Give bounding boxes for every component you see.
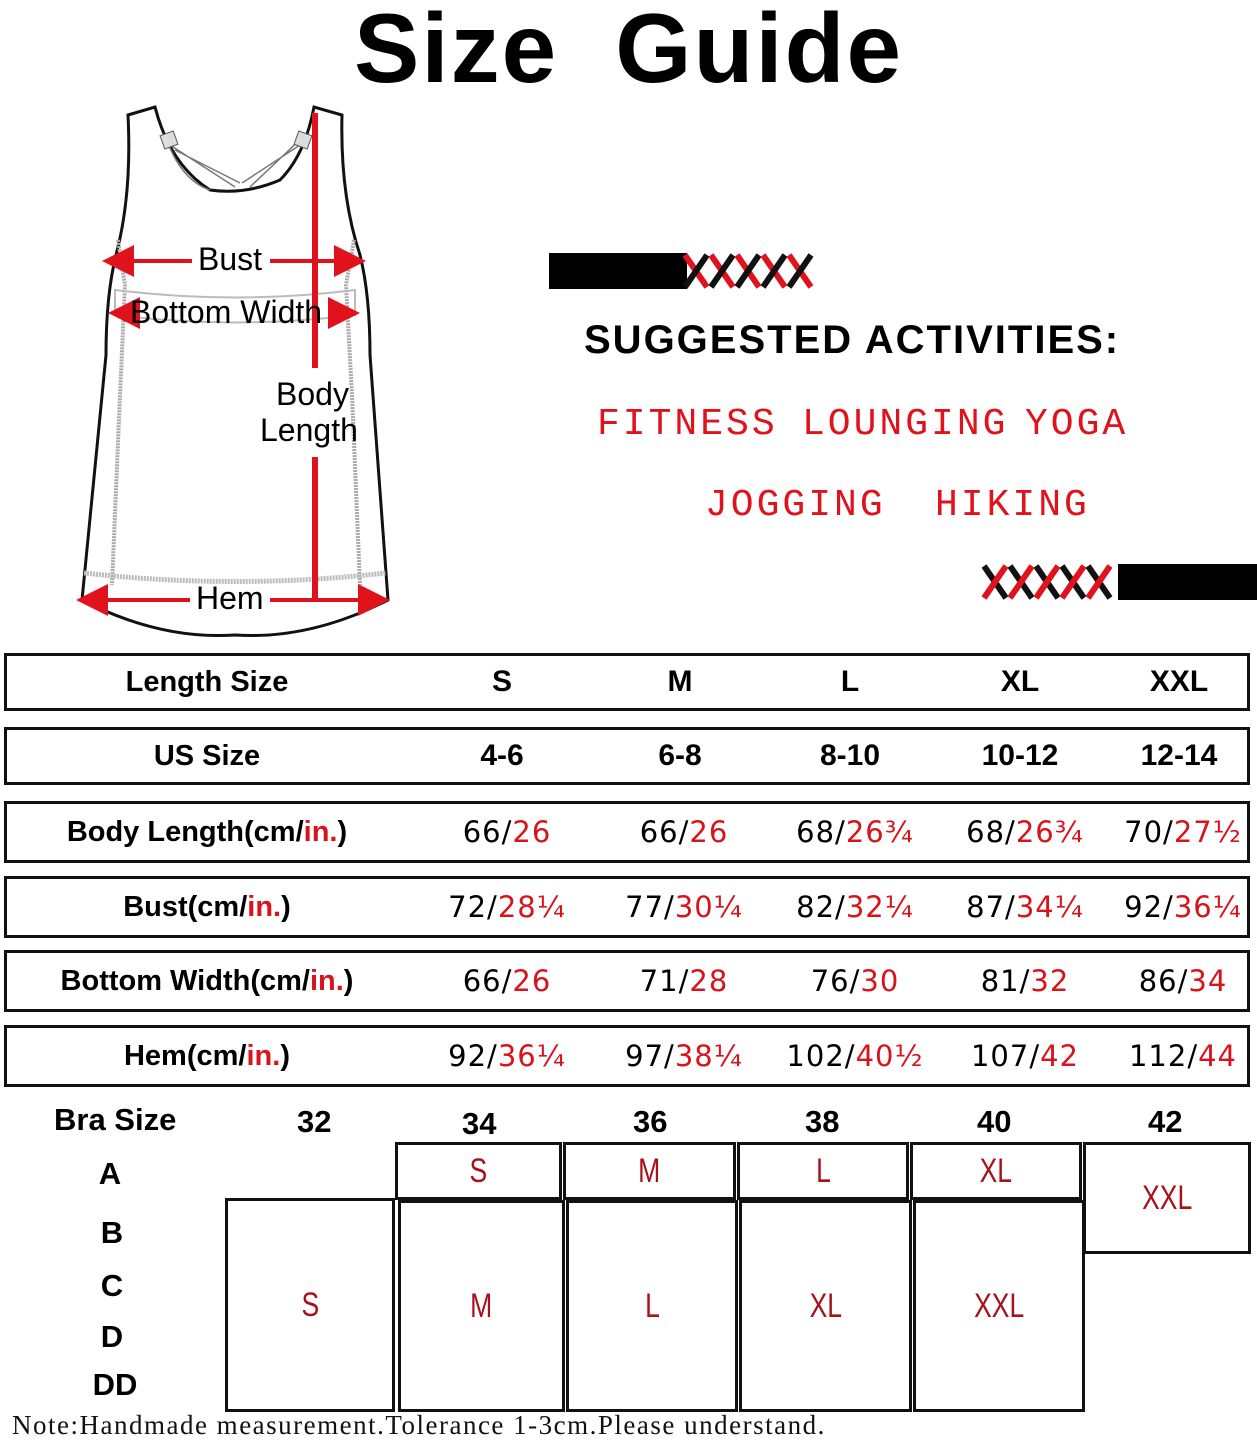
row-label: Hem(cm/ in. ) (123, 1039, 290, 1072)
band-42-size: XXL (1083, 1142, 1251, 1254)
cell-xxl: XXL (1149, 665, 1209, 698)
band-32: 32 (297, 1104, 332, 1139)
cell-l: 102 / 40½ (786, 1039, 924, 1073)
cell-xxl: 70 / 27½ (1124, 815, 1242, 849)
table-row-length-size (4, 653, 1250, 711)
row-label: Bust(cm/ in. ) (123, 890, 291, 923)
bust-label: Bust (198, 241, 263, 277)
activity-lounging: LOUNGING (802, 403, 1009, 446)
bcd-cup-40-size: XXL (913, 1200, 1085, 1412)
table-row-hem (4, 1025, 1250, 1087)
cell-m: 66 / 26 (639, 815, 729, 849)
cell-s: 4-6 (480, 739, 524, 772)
cell-s: S (491, 665, 512, 698)
table-row-us-size (4, 727, 1250, 785)
cell-l: 76 / 30 (810, 964, 900, 998)
band-38: 38 (805, 1104, 840, 1139)
row-label: Bottom Width(cm/ in. ) (60, 964, 354, 997)
cell-xxl: 112 / 44 (1128, 1039, 1238, 1073)
cell-xl: 87 / 34¼ (966, 890, 1084, 924)
tank-top-illustration (70, 95, 400, 640)
cell-s: 92 / 36¼ (448, 1039, 566, 1073)
bcd-cup-38-size: XL (739, 1200, 912, 1412)
activity-yoga: YOGA (1025, 403, 1129, 446)
cell-m: 97 / 38¼ (625, 1039, 743, 1073)
page-title: Size Guide (353, 0, 903, 103)
a-cup-40-size: XL (910, 1142, 1082, 1200)
band-42: 42 (1148, 1104, 1183, 1139)
table-row-bottom-width (4, 950, 1250, 1012)
cell-l: 82 / 32¼ (796, 890, 914, 924)
activity-fitness: FITNESS (597, 403, 778, 446)
cell-xxl: 92 / 36¼ (1124, 890, 1242, 924)
bra-size-heading: Bra Size (54, 1102, 177, 1137)
cell-m: 77 / 30¼ (625, 890, 743, 924)
cell-m: M (667, 665, 693, 698)
cell-m: 6-8 (658, 739, 702, 772)
band-36: 36 (633, 1104, 668, 1139)
table-row-body-length (4, 801, 1250, 863)
bcd-cup-36-size: L (566, 1200, 738, 1412)
cup-d: D (100, 1319, 124, 1354)
cell-l: L (840, 665, 860, 698)
cup-c: C (100, 1268, 124, 1303)
cell-xl: 107 / 42 (970, 1039, 1080, 1073)
cell-s: 66 / 26 (462, 964, 552, 998)
stitch-bar-decoration-top (549, 253, 821, 289)
cell-l: 8-10 (819, 739, 881, 772)
cell-m: 71 / 28 (639, 964, 729, 998)
cell-xl: 81 / 32 (980, 964, 1070, 998)
band-34: 34 (462, 1106, 497, 1141)
stitch-bar-decoration-bottom (980, 564, 1257, 600)
row-label: Body Length(cm/ in. ) (66, 815, 348, 848)
cell-s: 66 / 26 (462, 815, 552, 849)
measurement-note: Note:Handmade measurement.Tolerance 1-3cm.Please understand. (12, 1410, 826, 1440)
cell-xl: XL (1000, 665, 1040, 698)
body-length-label-line1: Body (276, 376, 349, 412)
cup-b: B (100, 1215, 124, 1250)
cell-xl: 68 / 26¾ (966, 815, 1084, 849)
cell-xl: 10-12 (981, 739, 1059, 772)
activity-hiking: HIKING (935, 484, 1090, 527)
cell-s: 72 / 28¼ (448, 890, 566, 924)
body-length-label-line2: Length (260, 412, 358, 448)
activities-heading: SUGGESTED ACTIVITIES: (584, 318, 1121, 362)
a-cup-36-size: M (563, 1142, 736, 1200)
bottom-width-label: Bottom Width (130, 294, 323, 330)
cell-l: 68 / 26¾ (796, 815, 914, 849)
bcd-cup-32-size: S (225, 1198, 395, 1412)
cell-xxl: 86 / 34 (1138, 964, 1228, 998)
activity-jogging: JOGGING (705, 484, 886, 527)
row-label: US Size (153, 739, 261, 772)
row-label: Length Size (125, 665, 289, 698)
hem-label: Hem (196, 580, 264, 616)
garment-diagram (70, 95, 400, 640)
a-cup-34-size: S (395, 1142, 562, 1200)
table-row-bust (4, 876, 1250, 938)
cell-xxl: 12-14 (1140, 739, 1218, 772)
a-cup-38-size: L (737, 1142, 909, 1200)
band-40: 40 (977, 1104, 1012, 1139)
cup-dd: DD (92, 1367, 138, 1402)
cup-a: A (98, 1156, 122, 1191)
bcd-cup-34-size: M (398, 1200, 565, 1412)
